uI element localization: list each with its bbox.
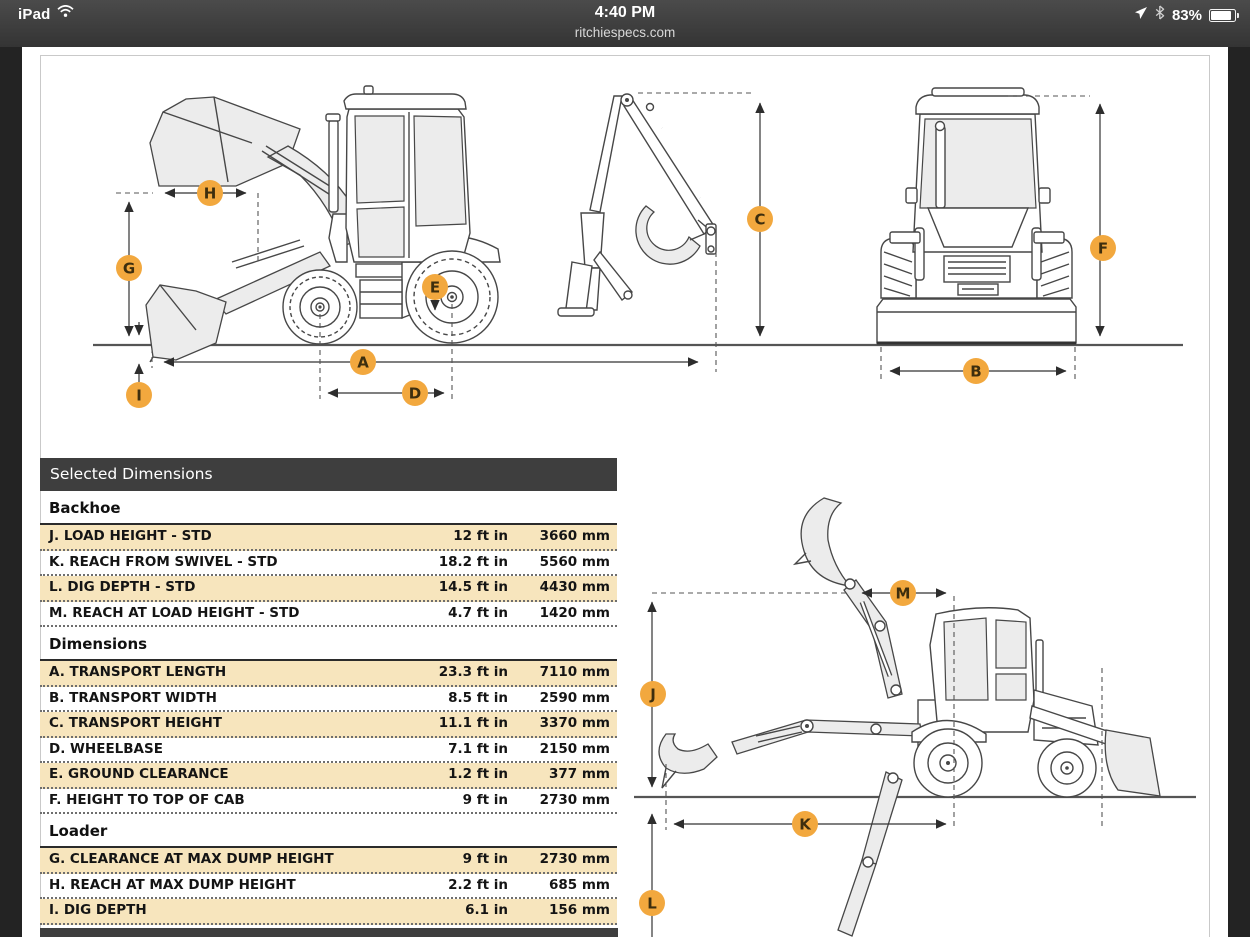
table-row [40, 602, 617, 628]
dimension-label: E. GROUND CLEARANCE [49, 766, 229, 782]
dimension-marker-letter: D [408, 384, 422, 403]
dimension-label: A. TRANSPORT LENGTH [49, 664, 227, 680]
dimension-label: B. TRANSPORT WIDTH [49, 689, 217, 706]
dimension-label: F. HEIGHT TO TOP OF CAB [49, 791, 245, 808]
backhoe-reach-view [659, 498, 1160, 936]
table-row [40, 789, 617, 815]
url-bar-domain[interactable]: ritchiespecs.com [574, 25, 676, 40]
dimension-label: G. CLEARANCE AT MAX DUMP HEIGHT [49, 851, 334, 867]
metric-value: 2590 mm [539, 689, 610, 706]
selected-dimensions-table [40, 458, 617, 925]
table-row [40, 899, 617, 925]
dimension-marker-letter: M [895, 584, 911, 603]
section-heading: Loader [49, 822, 108, 840]
table-row [40, 551, 617, 577]
imperial-value: 14.5 ft in [438, 579, 508, 595]
dimension-label: H. REACH AT MAX DUMP HEIGHT [49, 876, 296, 893]
dimension-label: J. LOAD HEIGHT - STD [49, 528, 212, 544]
table-row [40, 525, 617, 551]
backhoe-side-view [146, 86, 716, 362]
table-row [40, 874, 617, 900]
imperial-value: 4.7 ft in [448, 604, 508, 621]
status-bar [0, 0, 1250, 47]
imperial-value: 2.2 ft in [448, 876, 508, 893]
dimension-label: C. TRANSPORT HEIGHT [49, 715, 223, 731]
dimension-marker-letter: H [203, 184, 217, 203]
imperial-value: 6.1 in [465, 902, 508, 918]
imperial-value: 9 ft in [462, 851, 508, 867]
metric-value: 2730 mm [539, 791, 610, 808]
bluetooth-icon [1155, 5, 1165, 25]
imperial-value: 23.3 ft in [438, 664, 508, 680]
section-heading: Dimensions [49, 635, 148, 653]
dimension-label: I. DIG DEPTH [49, 902, 147, 918]
dimension-label: L. DIG DEPTH - STD [49, 579, 196, 595]
metric-value: 377 mm [548, 766, 610, 782]
dimension-marker-letter: E [429, 278, 441, 297]
location-arrow-icon [1134, 6, 1148, 25]
metric-value: 156 mm [548, 902, 610, 918]
metric-value: 3370 mm [539, 715, 610, 731]
dimension-label: K. REACH FROM SWIVEL - STD [49, 553, 278, 570]
table-row [40, 687, 617, 713]
metric-value: 5560 mm [539, 553, 610, 570]
imperial-value: 9 ft in [462, 791, 508, 808]
dimension-label: M. REACH AT LOAD HEIGHT - STD [49, 604, 300, 621]
dimension-marker-letter: I [136, 386, 142, 405]
metric-value: 2150 mm [539, 740, 610, 757]
web-page[interactable] [22, 47, 1228, 937]
clock: 4:40 PM [594, 4, 656, 21]
carrier-label: iPad [18, 5, 51, 23]
table-row [40, 576, 617, 602]
battery-percent: 83% [1171, 6, 1202, 24]
dimension-diagram-side-front [40, 55, 1208, 455]
table-row [40, 661, 617, 687]
backhoe-front-view [877, 88, 1076, 343]
metric-value: 2730 mm [539, 851, 610, 867]
metric-value: 4430 mm [539, 579, 610, 595]
table-row [40, 848, 617, 874]
metric-value: 3660 mm [539, 528, 610, 544]
dimension-marker-letter: J [650, 685, 656, 704]
dimension-label: D. WHEELBASE [49, 740, 163, 757]
dimension-marker-letter: A [357, 353, 369, 372]
imperial-value: 18.2 ft in [438, 553, 508, 570]
imperial-value: 12 ft in [453, 528, 508, 544]
dimension-marker-letter: B [970, 362, 982, 381]
dimension-marker-letter: F [1097, 239, 1109, 258]
imperial-value: 7.1 ft in [448, 740, 508, 757]
next-section-header-partial [40, 928, 618, 937]
metric-value: 1420 mm [539, 604, 610, 621]
dimension-marker-letter: L [647, 894, 657, 913]
dimension-diagram-backhoe-reach [622, 480, 1206, 937]
battery-icon [1209, 9, 1236, 22]
dimension-marker-letter: K [799, 815, 811, 834]
table-title: Selected Dimensions [40, 458, 617, 491]
dimension-marker-letter: C [754, 210, 766, 229]
metric-value: 685 mm [548, 876, 610, 893]
section-heading: Backhoe [49, 499, 121, 517]
table-row [40, 763, 617, 789]
imperial-value: 8.5 ft in [448, 689, 508, 706]
table-row [40, 738, 617, 764]
imperial-value: 11.1 ft in [438, 715, 508, 731]
dimension-marker-letter: G [122, 259, 136, 278]
imperial-value: 1.2 ft in [448, 766, 508, 782]
metric-value: 7110 mm [539, 664, 610, 680]
table-row [40, 712, 617, 738]
